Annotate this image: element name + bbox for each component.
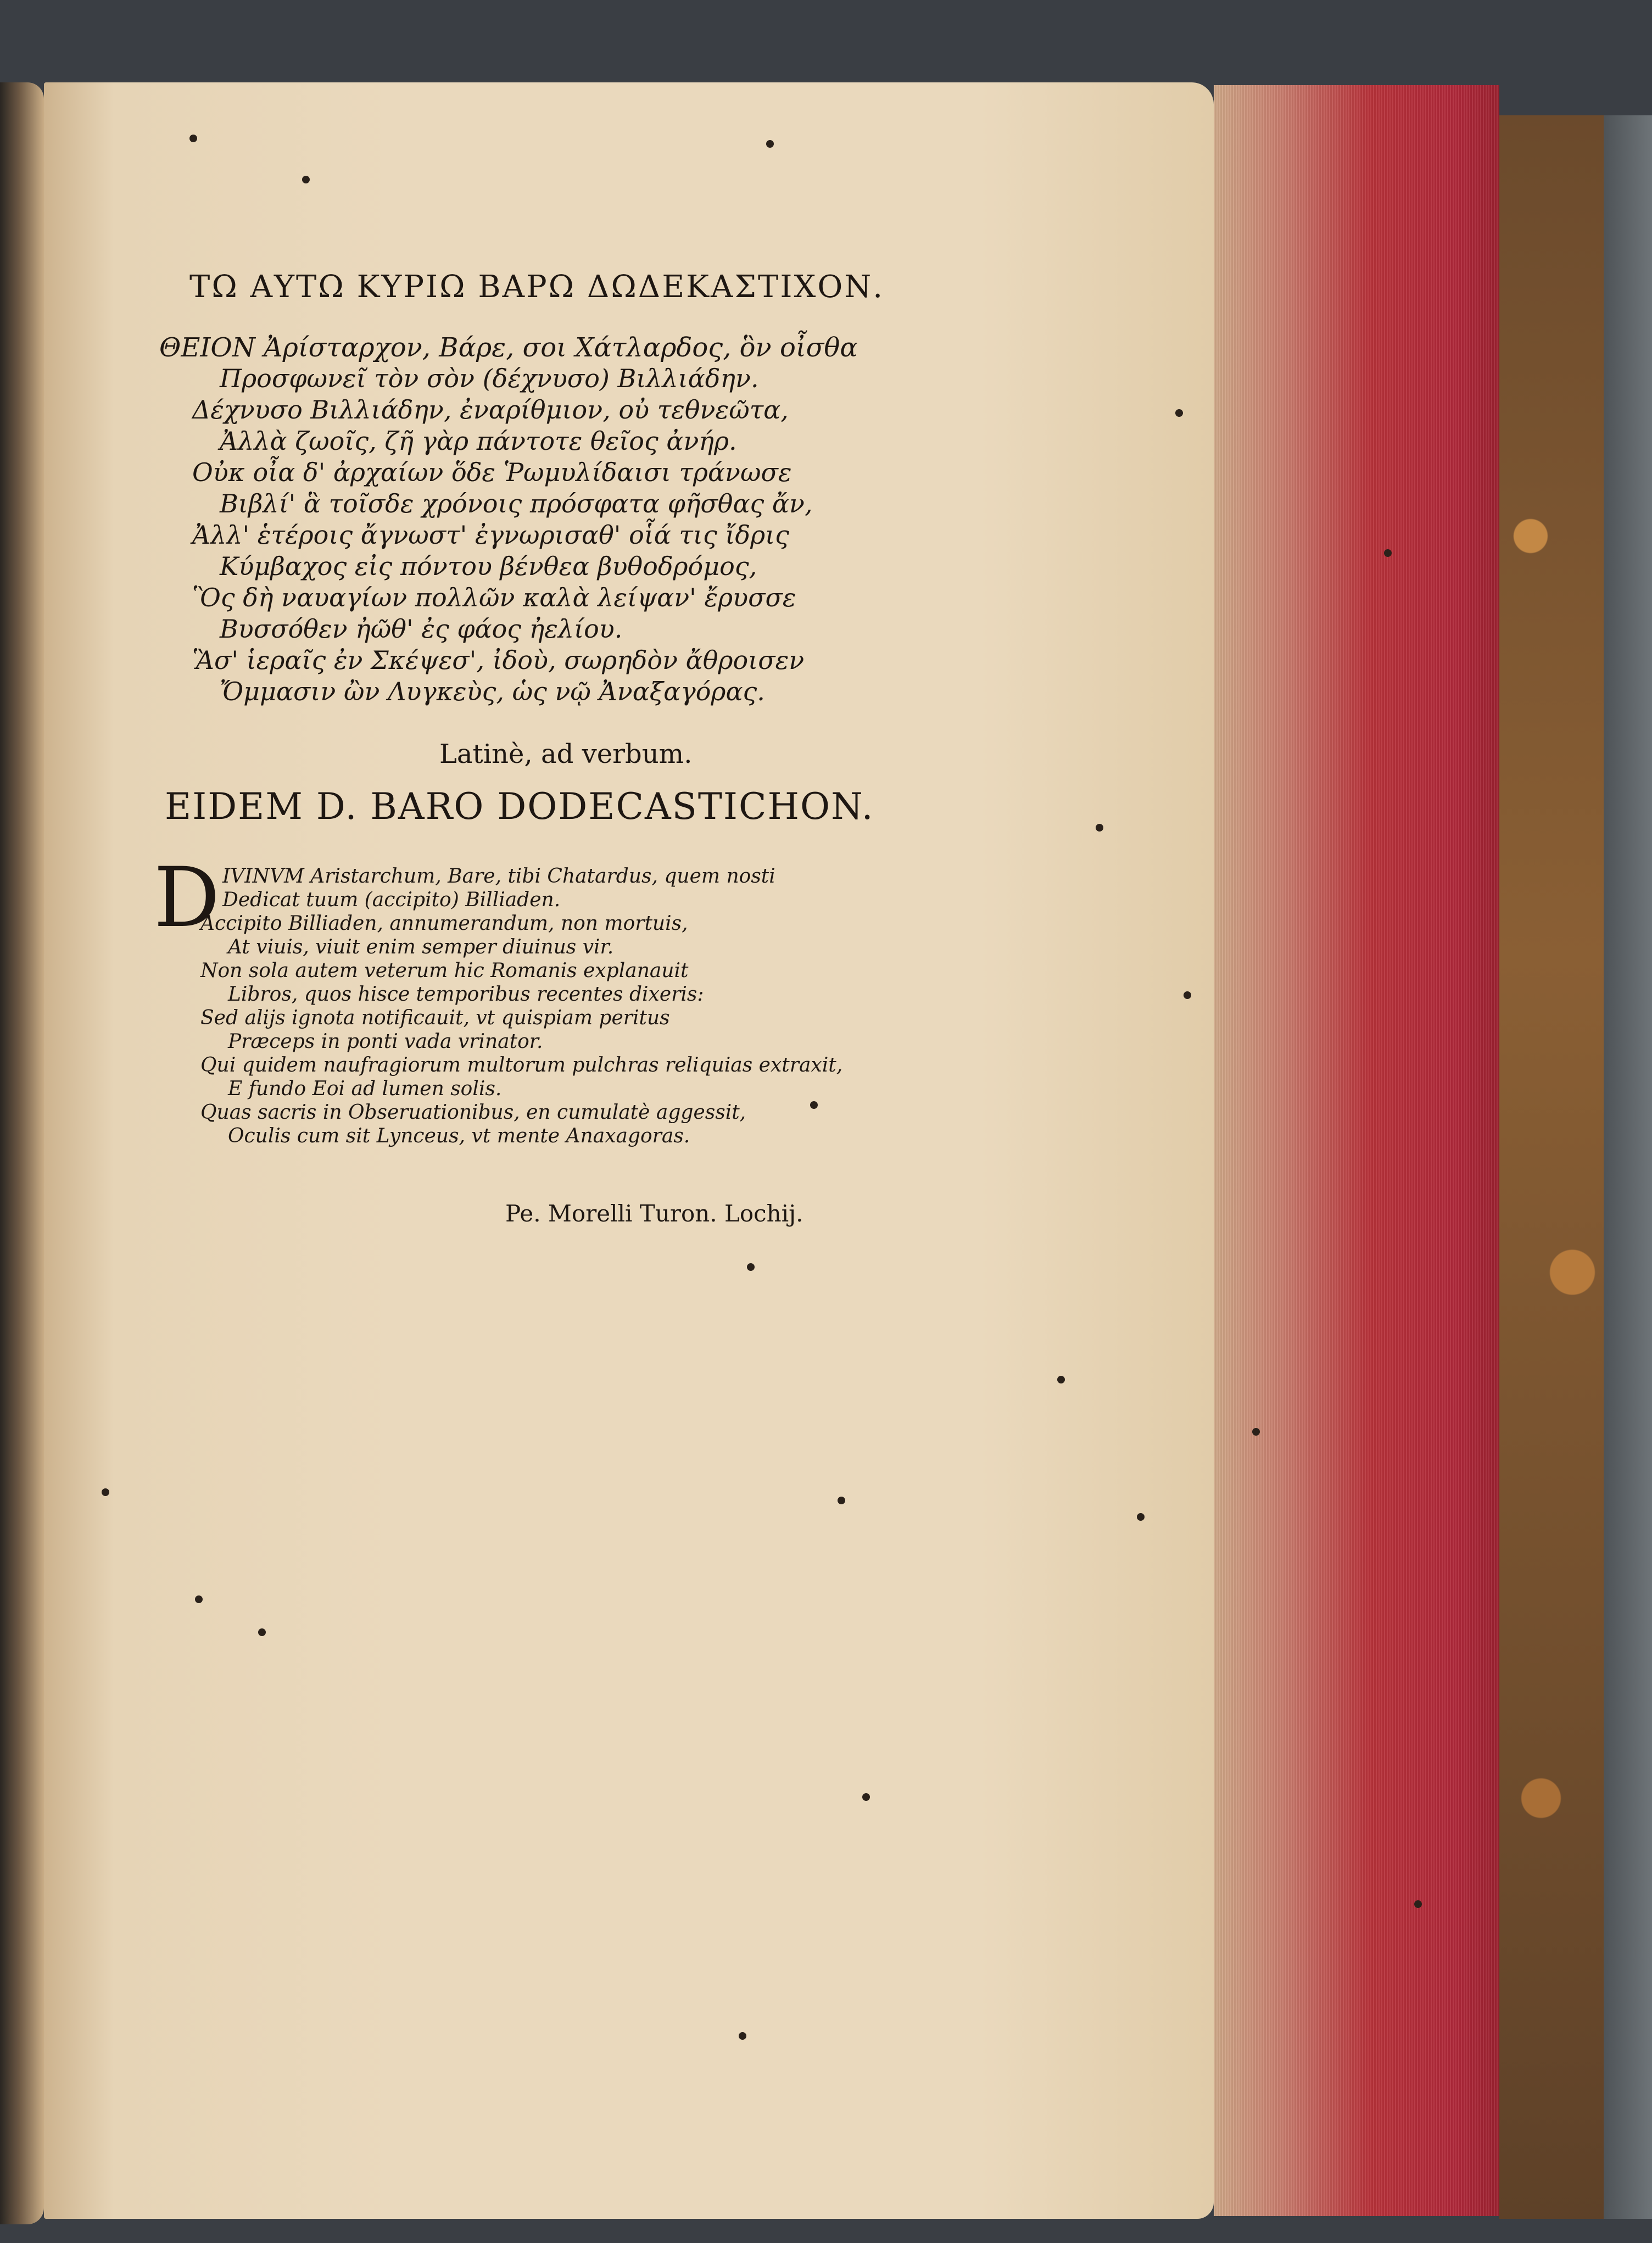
greek-line-3: Δέχνυσο Βιλλιάδην, ἐναρίθμιον, οὐ τεθνεῶτα, <box>192 395 789 425</box>
wormhole-mark <box>739 2032 746 2040</box>
marbled-cover <box>1499 115 1604 2219</box>
red-page-edges <box>1214 85 1499 2216</box>
wormhole-mark <box>302 176 310 183</box>
wormhole-mark <box>838 1497 845 1504</box>
author-signature: Pe. Morelli Turon. Lochij. <box>505 1200 803 1227</box>
latin-line-6: Libros, quos hisce temporibus recentes dixeris: <box>228 983 704 1006</box>
greek-line-12: Ὄμμασιν ὢν Λυγκεὺς, ὡς νῷ Ἀναξαγόρας. <box>220 677 765 706</box>
greek-line-4: Ἀλλὰ ζωοῖς, ζῆ γὰρ πάντοτε θεῖος ἀνήρ. <box>220 426 737 456</box>
wormhole-mark <box>1137 1513 1145 1521</box>
latin-line-9: Qui quidem naufragiorum multorum pulchras reliquias extraxit, <box>200 1054 843 1076</box>
wormhole-mark <box>1175 409 1183 417</box>
wormhole-mark <box>1414 1900 1422 1908</box>
wormhole-mark <box>195 1595 203 1603</box>
latin-line-2: Dedicat tuum (accipito) Billiaden. <box>222 889 561 911</box>
latin-line-7: Sed alijs ignota notificauit, vt quispiam peritus <box>200 1007 670 1029</box>
wormhole-mark <box>862 1793 870 1801</box>
wormhole-mark <box>1057 1376 1065 1383</box>
wormhole-mark <box>189 135 197 142</box>
wormhole-mark <box>766 140 774 148</box>
latin-line-5: Non sola autem veterum hic Romanis explanauit <box>200 959 689 982</box>
wormhole-mark <box>1096 824 1103 832</box>
latin-line-1: IVINVM Aristarchum, Bare, tibi Chatardus, quem nosti <box>222 865 775 888</box>
wormhole-mark <box>258 1628 266 1636</box>
greek-heading: ΤΩ ΑΥΤΩ ΚΥΡΙΩ ΒΑΡΩ ΔΩΔΕΚΑΣΤΙΧΟΝ. <box>189 269 885 305</box>
facing-page-edge <box>0 82 44 2224</box>
drop-cap-d: D <box>154 850 220 946</box>
greek-line-7: Ἀλλ' ἑτέροις ἄγνωστ' ἐγνωρισαθ' οἷά τις ἴδρις <box>192 520 789 550</box>
latin-line-4: At viuis, viuit enim semper diuinus vir. <box>228 936 614 958</box>
greek-line-6: Βιβλί' ἃ τοῖσδε χρόνοις πρόσφατα φῆσθας ἄν, <box>220 489 813 518</box>
greek-line-10: Βυσσόθεν ἠῶθ' ἐς φάος ἠελίου. <box>220 614 623 644</box>
wormhole-mark <box>1252 1428 1260 1436</box>
wormhole-mark <box>102 1488 109 1496</box>
greek-line-2: Προσφωνεῖ τὸν σὸν (δέχνυσο) Βιλλιάδην. <box>220 364 759 393</box>
wormhole-mark <box>810 1101 818 1109</box>
wormhole-mark <box>1384 549 1392 557</box>
latin-note: Latinè, ad verbum. <box>439 739 693 769</box>
wormhole-mark <box>747 1263 755 1271</box>
cover-board <box>1604 115 1652 2219</box>
greek-line-8: Κύμβαχος εἰς πόντου βένθεα βυθοδρόμος, <box>220 551 757 581</box>
greek-line-5: Οὐκ οἶα δ' ἀρχαίων ὅδε Ῥωμυλίδαισι τράνωσε <box>192 457 792 487</box>
latin-heading: EIDEM D. BARO DODECASTICHON. <box>165 785 874 828</box>
latin-line-8: Præceps in ponti vada vrinator. <box>228 1030 543 1053</box>
latin-line-11: Quas sacris in Obseruationibus, en cumulatè aggessit, <box>200 1101 746 1124</box>
wormhole-mark <box>1184 991 1191 999</box>
latin-line-3: Accipito Billiaden, annumerandum, non mortuis, <box>200 912 688 935</box>
latin-line-10: E fundo Eoi ad lumen solis. <box>228 1078 502 1100</box>
latin-line-12: Oculis cum sit Lynceus, vt mente Anaxagoras. <box>228 1125 690 1147</box>
greek-line-1: ΘΕΙΟΝ Ἀρίσταρχον, Βάρε, σοι Χάτλαρδος, ὃν οἶσθα <box>159 332 858 363</box>
greek-line-9: Ὃς δὴ ναυαγίων πολλῶν καλὰ λείψαν' ἔρυσσε <box>192 583 796 612</box>
greek-line-11: Ἃσ' ἱεραῖς ἐν Σκέψεσ', ἰδοὺ, σωρηδὸν ἄθροισεν <box>192 645 805 675</box>
